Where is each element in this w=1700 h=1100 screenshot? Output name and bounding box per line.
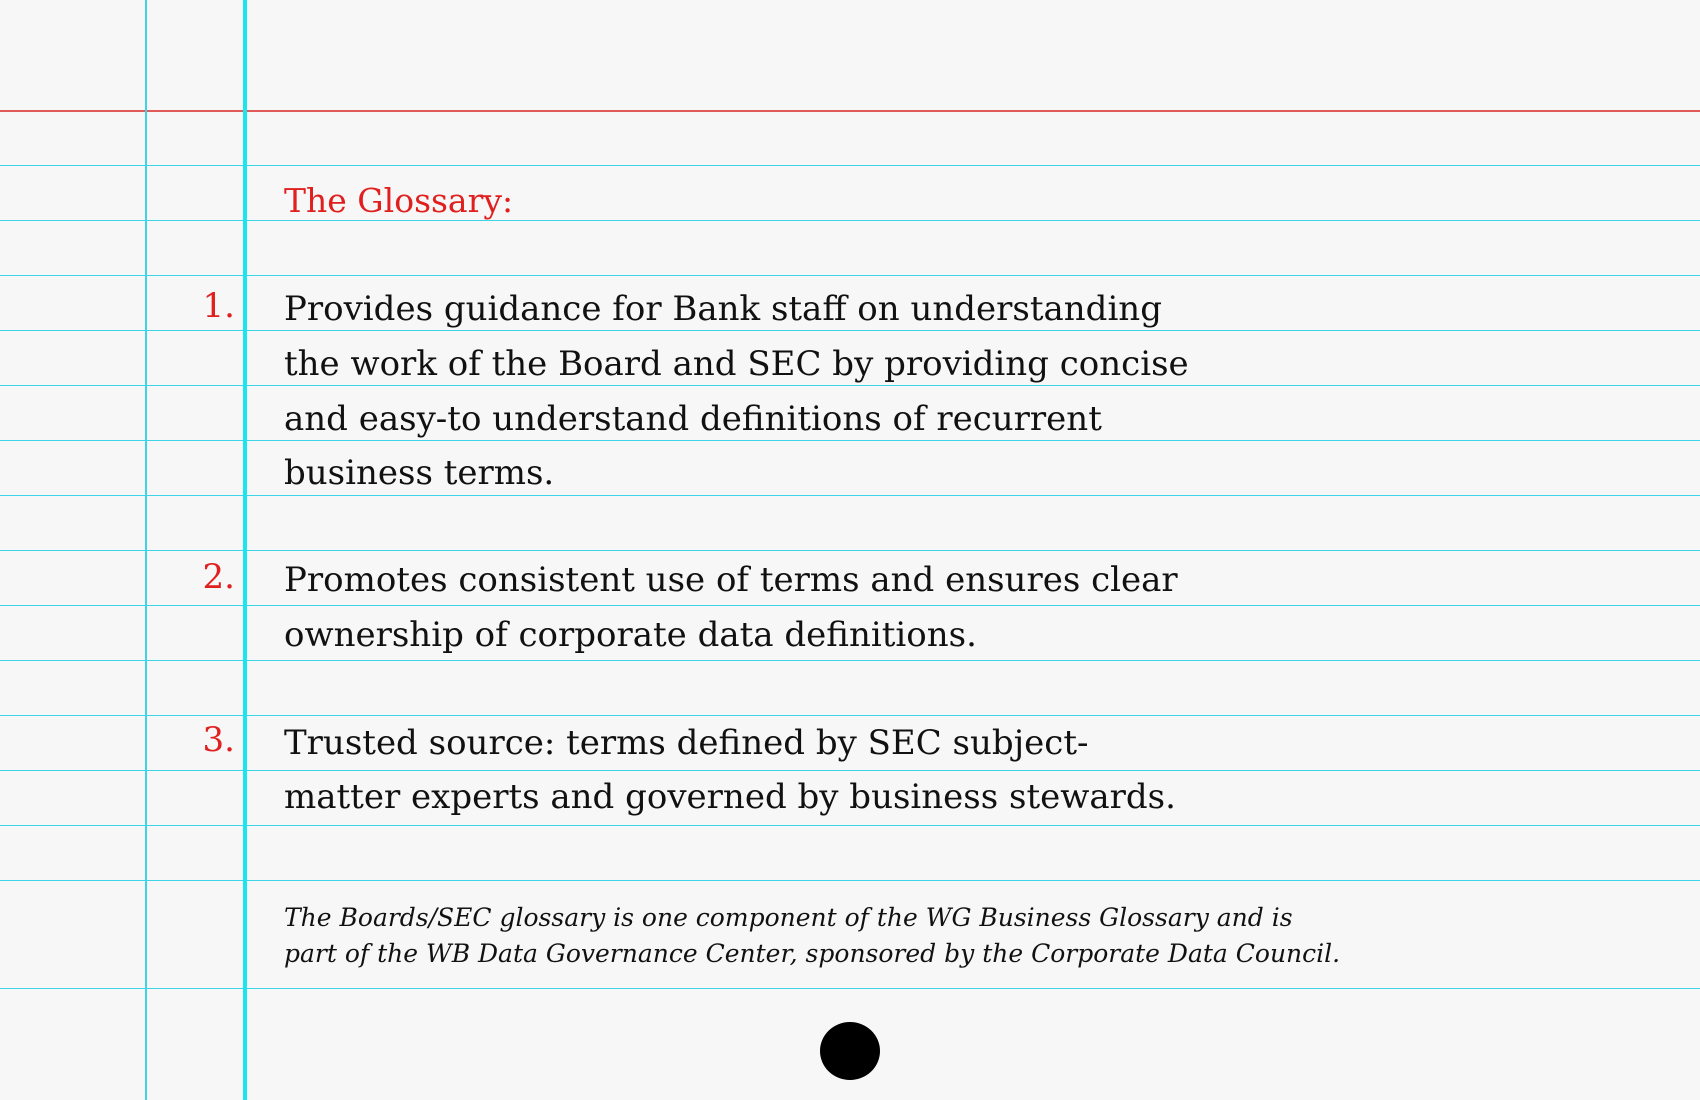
item-text-line: Provides guidance for Bank staff on understanding bbox=[284, 289, 1162, 329]
rule-line bbox=[0, 605, 1700, 606]
footnote-line: part of the WB Data Governance Center, sponsored by the Corporate Data Council. bbox=[284, 939, 1341, 968]
rule-line bbox=[0, 165, 1700, 166]
item-text-line: Promotes consistent use of terms and ensures clear bbox=[284, 560, 1178, 600]
item-number: 2. bbox=[202, 557, 235, 597]
punch-hole bbox=[820, 1022, 880, 1080]
footnote-line: The Boards/SEC glossary is one component of the WG Business Glossary and is bbox=[284, 903, 1293, 932]
item-text-line: matter experts and governed by business stewards. bbox=[284, 777, 1176, 817]
item-text-line: the work of the Board and SEC by providing concise bbox=[284, 344, 1189, 384]
rule-line bbox=[0, 220, 1700, 221]
rule-line bbox=[0, 880, 1700, 881]
rule-line bbox=[0, 495, 1700, 496]
left-guide-line bbox=[145, 0, 147, 1100]
item-text-line: ownership of corporate data definitions. bbox=[284, 615, 977, 655]
item-text-line: and easy-to understand definitions of recurrent bbox=[284, 399, 1102, 439]
rule-line bbox=[0, 988, 1700, 989]
rule-line bbox=[0, 550, 1700, 551]
rule-line bbox=[0, 275, 1700, 276]
glossary-heading: The Glossary: bbox=[284, 181, 514, 220]
item-text-line: Trusted source: terms defined by SEC subject- bbox=[284, 723, 1089, 763]
rule-line bbox=[0, 825, 1700, 826]
margin-line bbox=[243, 0, 247, 1100]
rule-line bbox=[0, 715, 1700, 716]
item-number: 1. bbox=[202, 286, 235, 326]
header-rule-line bbox=[0, 110, 1700, 112]
item-text-line: business terms. bbox=[284, 453, 555, 493]
rule-line bbox=[0, 660, 1700, 661]
rule-line bbox=[0, 770, 1700, 771]
item-number: 3. bbox=[202, 720, 235, 760]
